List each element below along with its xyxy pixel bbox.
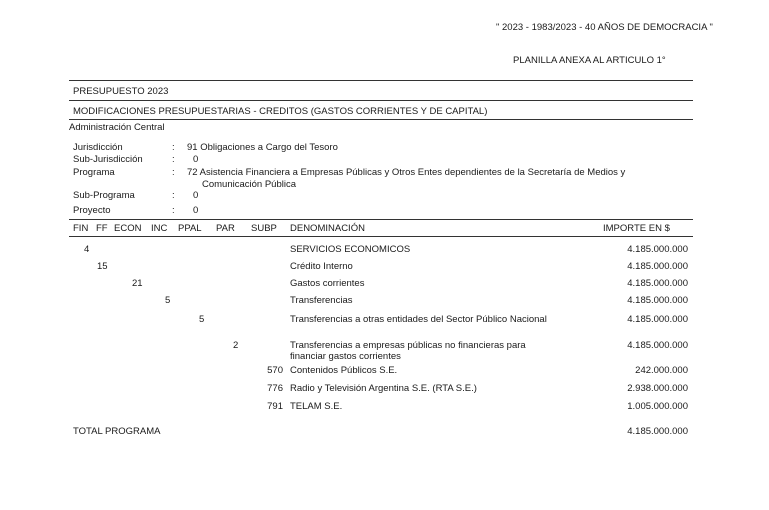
divider xyxy=(69,80,693,81)
row-code-ff: 15 xyxy=(97,261,108,272)
info-label-programa: Programa xyxy=(73,167,115,178)
info-value-subjurisdiccion: 0 xyxy=(193,154,199,165)
annex-title: PLANILLA ANEXA AL ARTICULO 1° xyxy=(513,55,666,66)
row-denominacion: Transferencias a otras entidades del Sector Público Nacional xyxy=(290,314,547,325)
info-value-programa-cont: Comunicación Pública xyxy=(202,179,296,190)
info-label-jurisdiccion: Jurisdicción xyxy=(73,142,123,153)
col-fin: FIN xyxy=(73,223,89,234)
budget-title: PRESUPUESTO 2023 xyxy=(73,86,169,97)
row-denominacion: TELAM S.E. xyxy=(290,401,343,412)
col-par: PAR xyxy=(216,223,235,234)
total-label: TOTAL PROGRAMA xyxy=(73,426,161,437)
row-denominacion: Gastos corrientes xyxy=(290,278,365,289)
divider xyxy=(69,100,693,101)
info-value-proyecto: 0 xyxy=(193,205,199,216)
info-sep: : xyxy=(172,167,175,178)
info-label-subjurisdiccion: Sub-Jurisdicción xyxy=(73,154,143,165)
info-label-subprograma: Sub-Programa xyxy=(73,190,135,201)
row-denominacion: Crédito Interno xyxy=(290,261,353,272)
info-value-jurisdiccion: 91 Obligaciones a Cargo del Tesoro xyxy=(187,142,338,153)
row-code-ppal: 5 xyxy=(199,314,205,325)
divider xyxy=(69,236,693,237)
row-code-subp: 791 xyxy=(267,401,283,412)
info-value-programa: 72 Asistencia Financiera a Empresas Públicas y Otros Entes dependientes de la Secretaría de Medios y xyxy=(187,167,626,178)
col-ff: FF xyxy=(96,223,108,234)
divider xyxy=(69,219,693,220)
col-importe: IMPORTE EN $ xyxy=(603,223,670,234)
row-denominacion: Radio y Televisión Argentina S.E. (RTA S.E.) xyxy=(290,383,477,394)
col-econ: ECON xyxy=(114,223,142,234)
row-amount: 4.185.000.000 xyxy=(627,278,688,289)
budget-subtitle: MODIFICACIONES PRESUPUESTARIAS - CREDITOS (GASTOS CORRIENTES Y DE CAPITAL) xyxy=(73,106,488,117)
row-code-fin: 4 xyxy=(84,244,90,255)
info-sep: : xyxy=(172,142,175,153)
row-amount: 4.185.000.000 xyxy=(627,340,688,351)
row-code-subp: 776 xyxy=(267,383,283,394)
info-label-proyecto: Proyecto xyxy=(73,205,111,216)
col-ppal: PPAL xyxy=(178,223,202,234)
divider xyxy=(69,119,693,120)
row-amount: 2.938.000.000 xyxy=(627,383,688,394)
row-denominacion: SERVICIOS ECONOMICOS xyxy=(290,244,411,255)
row-amount: 4.185.000.000 xyxy=(627,244,688,255)
col-inc: INC xyxy=(151,223,168,234)
row-code-econ: 21 xyxy=(132,278,143,289)
row-amount: 242.000.000 xyxy=(635,365,688,376)
info-sep: : xyxy=(172,190,175,201)
row-code-inc: 5 xyxy=(165,295,171,306)
info-value-subprograma: 0 xyxy=(193,190,199,201)
row-amount: 4.185.000.000 xyxy=(627,261,688,272)
row-amount: 1.005.000.000 xyxy=(627,401,688,412)
row-amount: 4.185.000.000 xyxy=(627,314,688,325)
row-code-par: 2 xyxy=(233,340,239,351)
row-denominacion: Transferencias a empresas públicas no financieras para financiar gastos corrientes xyxy=(290,340,526,362)
row-denominacion: Transferencias xyxy=(290,295,353,306)
row-code-subp: 570 xyxy=(267,365,283,376)
info-sep: : xyxy=(172,154,175,165)
admin-label: Administración Central xyxy=(69,122,165,133)
row-amount: 4.185.000.000 xyxy=(627,295,688,306)
row-denominacion: Contenidos Públicos S.E. xyxy=(290,365,398,376)
info-sep: : xyxy=(172,205,175,216)
header-motto: " 2023 - 1983/2023 - 40 AÑOS DE DEMOCRACIA " xyxy=(496,22,713,33)
total-amount: 4.185.000.000 xyxy=(627,426,688,437)
col-subp: SUBP xyxy=(251,223,277,234)
col-denominacion: DENOMINACIÓN xyxy=(290,223,365,234)
